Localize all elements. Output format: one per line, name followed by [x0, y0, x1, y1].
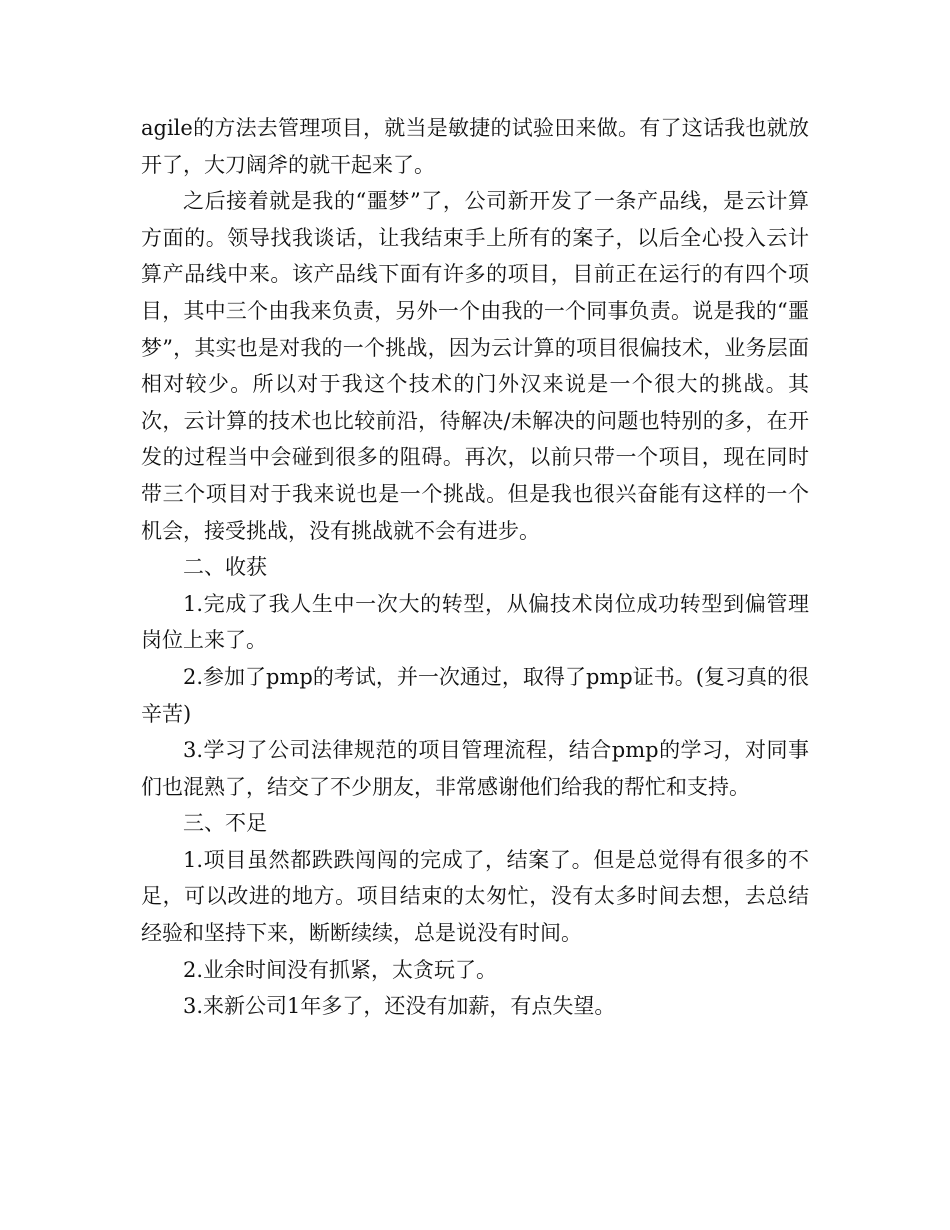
shortcomings-item-2: 2.业余时间没有抓紧，太贪玩了。	[183, 957, 498, 982]
gains-item-2: 2.参加了pmp的考试，并一次通过，取得了pmp证书。(复习真的很辛苦)	[141, 664, 809, 726]
shortcomings-item-1: 1.项目虽然都跌跌闯闯的完成了，结案了。但是总觉得有很多的不足，可以改进的地方。项目结束的太匆忙，没有太多时间去想，去总结经验和坚持下来，断断续续，总是说没有时间。	[141, 847, 809, 946]
shortcomings-item-3: 3.来新公司1年多了，还没有加薪，有点失望。	[183, 994, 616, 1019]
gains-item-1: 1.完成了我人生中一次大的转型，从偏技术岗位成功转型到偏管理岗位上来了。	[141, 591, 809, 653]
paragraph-agile-continuation: agile的方法去管理项目，就当是敏捷的试验田来做。有了这话我也就放开了，大刀阔斧的就干起来了。	[141, 116, 809, 177]
section-heading-shortcomings: 三、不足	[183, 811, 267, 836]
paragraph-cloud-computing: 之后接着就是我的“噩梦”了，公司新开发了一条产品线，是云计算方面的。领导找我谈话，让我结束手上所有的案子，以后全心投入云计算产品线中来。该产品线下面有许多的项目，目前正在运行的有四个项目，其中三个由我来负责，另外一个由我的一个同事负责。说是我的“噩梦”，其实也是对我的一个挑战，因为云计算的项目很偏技术，业务层面相对较少。所以对于我这个技术的门外汉来说是一个很大的挑战。其次，云计算的技术也比较前沿，待解决/未解决的问题也特别的多，在开发的过程当中会碰到很多的阻碍。再次，以前只带一个项目，现在同时带三个项目对于我来说也是一个挑战。但是我也很兴奋能有这样的一个机会，接受挑战，没有挑战就不会有进步。	[141, 189, 809, 543]
document-page	[141, 110, 809, 1025]
section-heading-gains: 二、收获	[183, 555, 267, 580]
gains-item-3: 3.学习了公司法律规范的项目管理流程，结合pmp的学习，对同事们也混熟了，结交了不少朋友，非常感谢他们给我的帮忙和支持。	[141, 738, 809, 799]
